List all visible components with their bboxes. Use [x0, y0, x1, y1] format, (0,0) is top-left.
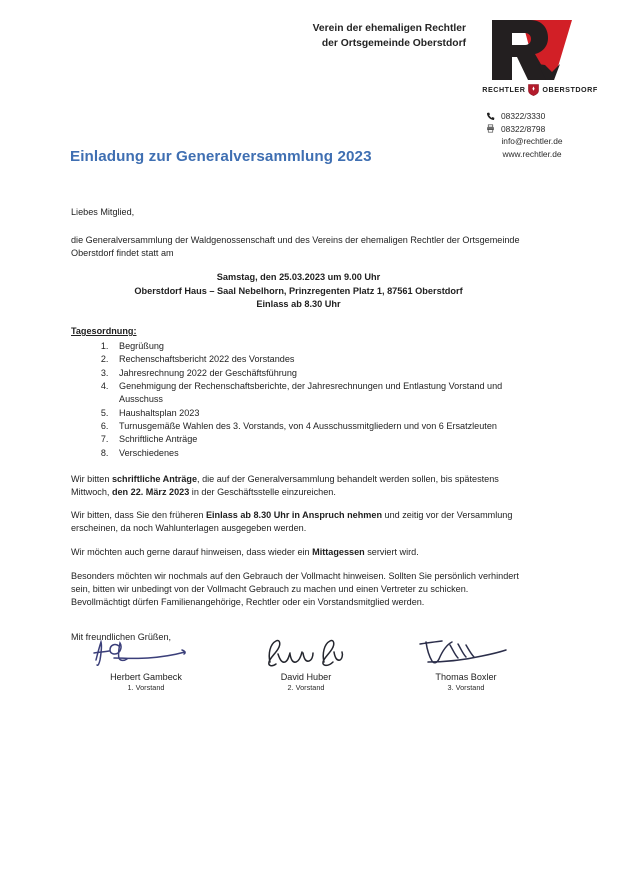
agenda-item: 8. Verschiedenes: [111, 447, 526, 460]
contact-email[interactable]: info@rechtler.de: [501, 136, 563, 147]
agenda-item: 6. Turnusgemäße Wahlen des 3. Vorstands, von 4 Ausschussmitgliedern und von 6 Ersatzleuten: [111, 420, 526, 433]
agenda-item: 5. Haushaltsplan 2023: [111, 407, 526, 420]
signatory-name: Thomas Boxler: [435, 672, 497, 682]
event-date: Samstag, den 25.03.2023 um 9.00 Uhr: [216, 271, 381, 282]
signatory-role: 2. Vorstand: [287, 683, 325, 692]
agenda-item: 3. Jahresrechnung 2022 der Geschäftsführung: [111, 367, 526, 380]
event-details: [71, 271, 526, 312]
agenda-item: 2. Rechenschaftsbericht 2022 des Vorstandes: [111, 353, 526, 366]
signatory-name: Herbert Gambeck: [110, 672, 182, 682]
closing-greeting: Mit freundlichen Grüßen,: [71, 631, 172, 642]
contact-fax-number: 08322/8798: [501, 123, 546, 134]
contact-phone-number: 08322/3330: [501, 111, 546, 121]
antraege-text-a: Wir bitten: [71, 473, 112, 484]
signatory-role: 1. Vorstand: [127, 683, 165, 692]
signature-block: [71, 636, 541, 692]
essen-text-a: Wir möchten auch gerne darauf hinweisen, dass wieder ein: [71, 547, 313, 558]
signature-thomas-boxler-icon: [391, 636, 541, 670]
agenda-item: 4. Genehmigung der Rechenschaftsberichte, der Jahresrechnungen und Entlastung Vorstand und Ausschuss: [111, 380, 526, 406]
letter-body: [71, 206, 526, 644]
logo-rv-monogram-icon: [486, 18, 594, 82]
page-title: Einladung zur Generalversammlung 2023: [70, 148, 372, 165]
shield-icon: [528, 83, 539, 95]
paragraph-einlass: [71, 509, 526, 535]
logo-wordmark-left: RECHTLER: [482, 84, 526, 94]
logo-wordmark: [482, 83, 597, 95]
signatory: [391, 636, 541, 692]
paragraph-vollmacht: Besonders möchten wir nochmals auf den Gebrauch der Vollmacht hinweisen. Sollten Sie persönlich verhindert sein, bitten wir unbedingt von der Vollmacht Gebrauch zu machen und einen Vertreter zu schicken. Bevollmächtigt dürfen Familienangehörige, Rechtler oder ein Vorstandsmitglied werden.: [71, 571, 519, 608]
agenda-item: 1. Begrüßung: [111, 340, 526, 353]
agenda-list: [71, 340, 526, 460]
salutation: Liebes Mitglied,: [71, 207, 135, 217]
contact-block: [467, 110, 597, 160]
event-venue: Oberstdorf Haus – Saal Nebelhorn, Prinzregenten Platz 1, 87561 Oberstdorf: [134, 285, 463, 296]
contact-fax-row: [467, 123, 597, 136]
fax-icon: [485, 124, 495, 134]
einlass-text-c: und zeitig vor der Versammlung erscheinen, da noch Wahlunterlagen ausgegeben werden.: [71, 510, 513, 534]
essen-text-c: serviert wird.: [364, 547, 419, 558]
einlass-bold: Einlass ab 8.30 Uhr in Anspruch nehmen: [205, 510, 382, 521]
antraege-text-e: in der Geschäftsstelle einzureichen.: [189, 486, 336, 497]
logo-wordmark-right: OBERSTDORF: [542, 84, 598, 94]
organisation-name: [313, 18, 480, 52]
paragraph-antraege: [71, 473, 526, 499]
signature-herbert-gambeck-icon: [71, 636, 221, 670]
organisation-name-line1: Verein der ehemaligen Rechtler: [312, 23, 466, 34]
contact-website[interactable]: www.rechtler.de: [502, 148, 562, 159]
antraege-bold-deadline: den 22. März 2023: [111, 486, 190, 497]
signatory: [71, 636, 221, 692]
antraege-text-c: , die auf der Generalversammlung behandelt werden sollen, bis spätestens Mittwoch,: [71, 473, 499, 497]
signatory: [231, 636, 381, 692]
signatory-name: David Huber: [280, 672, 332, 682]
signatory-role: 3. Vorstand: [447, 683, 485, 692]
letterhead: [72, 18, 600, 95]
contact-phone-row: [467, 110, 597, 123]
signature-david-huber-icon: [231, 636, 381, 670]
event-entry-time: Einlass ab 8.30 Uhr: [256, 299, 341, 310]
rechtler-logo: [480, 18, 600, 95]
essen-bold: Mittagessen: [312, 547, 365, 558]
agenda-heading: Tagesordnung:: [71, 326, 137, 337]
phone-icon: [485, 111, 495, 121]
paragraph-mittagessen: [71, 546, 526, 559]
agenda-item: 7. Schriftliche Anträge: [111, 433, 526, 446]
antraege-bold-schriftliche: schriftliche Anträge: [111, 473, 198, 484]
intro-paragraph: die Generalversammlung der Waldgenossenschaft und des Vereins der ehemaligen Rechtler der Ortsgemeinde Oberstdorf findet statt am: [71, 234, 520, 258]
organisation-name-line2: der Ortsgemeinde Oberstdorf: [321, 37, 466, 49]
einlass-text-a: Wir bitten, dass Sie den früheren: [71, 510, 206, 521]
